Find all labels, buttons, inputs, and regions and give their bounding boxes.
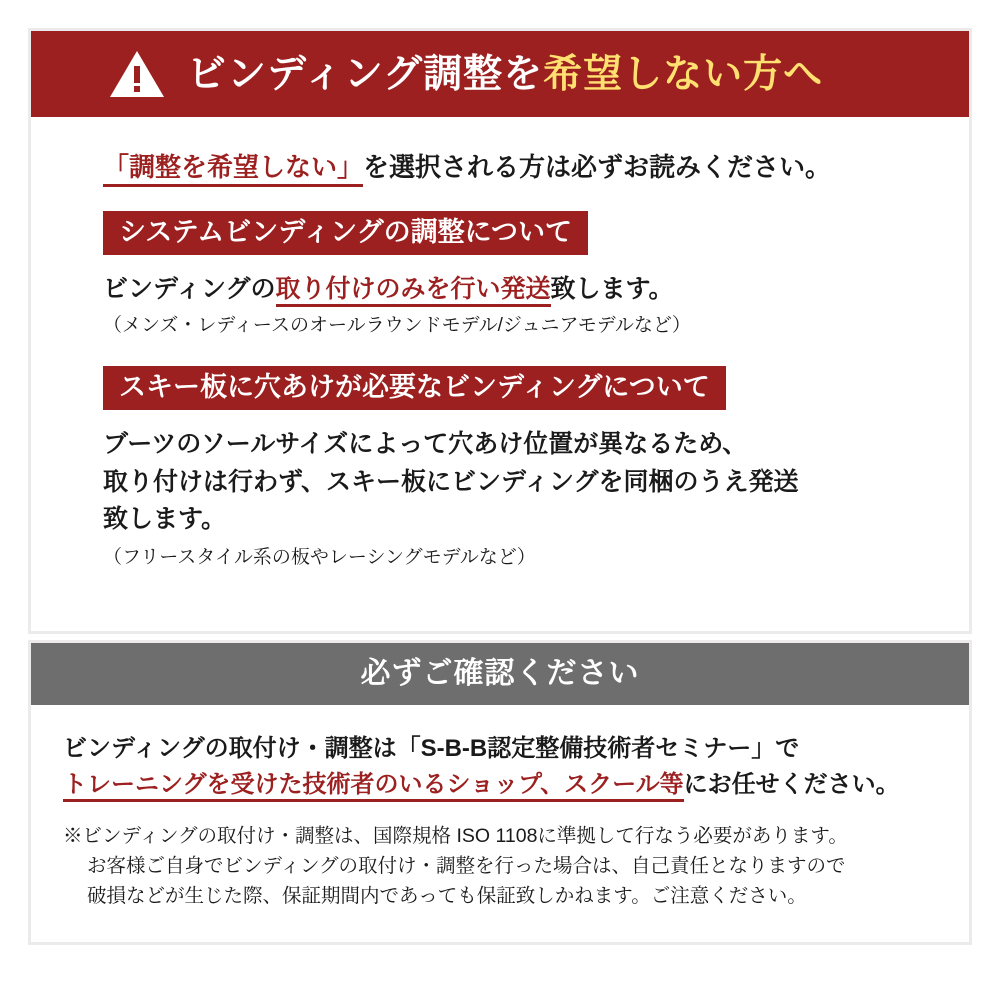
confirm-card bbox=[28, 640, 972, 945]
warning-card-title bbox=[187, 52, 824, 96]
warning-triangle-icon bbox=[109, 49, 165, 99]
section-1-body-before: ビンディングの bbox=[103, 275, 276, 304]
warning-card bbox=[28, 28, 972, 634]
warning-title-plain: ビンディング調整を bbox=[187, 52, 544, 96]
warning-card-body bbox=[31, 117, 969, 631]
section-2-line-3: 致します。 bbox=[103, 505, 227, 534]
confirm-card-title: 必ずご確認ください bbox=[360, 657, 640, 690]
warning-title-highlight: 希望しない方へ bbox=[543, 52, 824, 96]
section-1-body-after: 致します。 bbox=[550, 275, 674, 304]
lead-rest: を選択される方は必ずお読みください。 bbox=[363, 152, 832, 182]
confirm-line-2-emphasis: トレーニングを受けた技術者のいるショップ、スクール等 bbox=[63, 771, 684, 802]
confirm-line-2-after: にお任せください。 bbox=[683, 771, 900, 798]
warning-card-header bbox=[31, 31, 969, 117]
section-1-body bbox=[103, 271, 933, 307]
lead-text bbox=[103, 151, 933, 185]
section-1-body-emphasis: 取り付けのみを行い発送 bbox=[276, 275, 551, 307]
lead-emphasis: 「調整を希望しない」 bbox=[103, 152, 363, 187]
confirm-line-1: ビンディングの取付け・調整は「S-B-B認定整備技術者セミナー」で bbox=[63, 735, 800, 762]
section-1-heading: システムビンディングの調整について bbox=[103, 211, 588, 255]
fine-print-line-3: 破損などが生じた際、保証期間内であっても保証致しかねます。ご注意ください。 bbox=[87, 885, 807, 908]
confirm-line-2 bbox=[63, 767, 929, 803]
fine-print bbox=[63, 821, 929, 912]
section-2-line-2-emphasis: 取り付けは行わず、スキー板にビンディングを同梱 bbox=[103, 467, 674, 496]
confirm-card-body bbox=[31, 705, 969, 942]
section-system-binding bbox=[103, 211, 933, 340]
section-2-note: （フリースタイル系の板やレーシングモデルなど） bbox=[103, 546, 536, 568]
section-2-line-2-after: のうえ発送 bbox=[673, 467, 799, 496]
fine-print-line-1: ※ビンディングの取付け・調整は、国際規格 ISO 1108に準拠して行なう必要があります。 bbox=[63, 825, 848, 847]
confirm-card-header bbox=[31, 643, 969, 705]
section-1-note: （メンズ・レディースのオールラウンドモデル/ジュニアモデルなど） bbox=[103, 315, 691, 337]
section-drilling-binding bbox=[103, 366, 933, 571]
section-2-line-2 bbox=[103, 464, 933, 502]
fine-print-line-2: お客様ご自身でビンディングの取付け・調整を行った場合は、自己責任となりますので bbox=[87, 855, 846, 878]
section-2-line-1: ブーツのソールサイズによって穴あけ位置が異なるため、 bbox=[103, 430, 748, 459]
section-2-heading: スキー板に穴あけが必要なビンディングについて bbox=[103, 366, 726, 410]
